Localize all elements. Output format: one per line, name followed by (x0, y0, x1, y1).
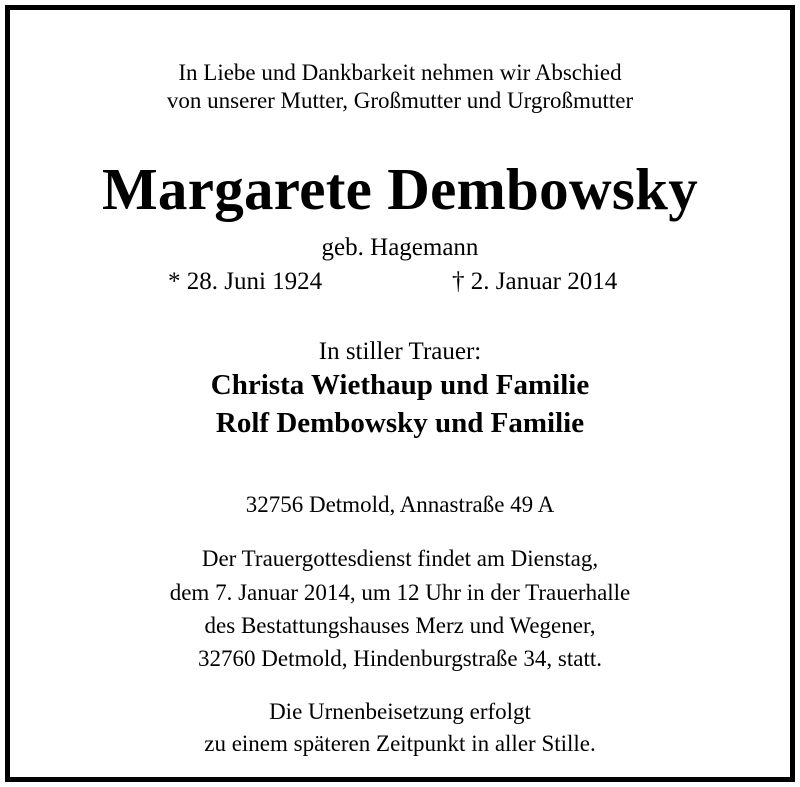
urn-line-2: zu einem späteren Zeitpunkt in aller Stille. (204, 731, 596, 756)
mourner-2: Rolf Dembowsky und Familie (215, 407, 585, 439)
mourners-intro: In stiller Trauer: (318, 338, 482, 365)
death-date: † 2. Januar 2014 (452, 268, 618, 295)
maiden-name: geb. Hagemann (321, 234, 479, 261)
family-address: 32756 Detmold, Annastraße 49 A (245, 492, 555, 517)
service-line-4: 32760 Detmold, Hindenburgstraße 34, statt. (198, 646, 602, 671)
intro-line-1: In Liebe und Dankbarkeit nehmen wir Abschied (178, 60, 622, 85)
service-line-2: dem 7. Januar 2014, um 12 Uhr in der Trauerhalle (169, 580, 631, 605)
service-line-3: des Bestattungshauses Merz und Wegener, (204, 613, 596, 638)
deceased-name: Margarete Dembowsky (101, 156, 699, 222)
service-line-1: Der Trauergottesdienst findet am Dienstag, (201, 546, 599, 571)
urn-line-1: Die Urnenbeisetzung erfolgt (269, 699, 531, 724)
intro-line-2: von unserer Mutter, Großmutter und Urgroßmutter (166, 88, 634, 113)
mourner-1: Christa Wiethaup und Familie (210, 369, 590, 401)
birth-date: * 28. Juni 1924 (168, 268, 323, 295)
